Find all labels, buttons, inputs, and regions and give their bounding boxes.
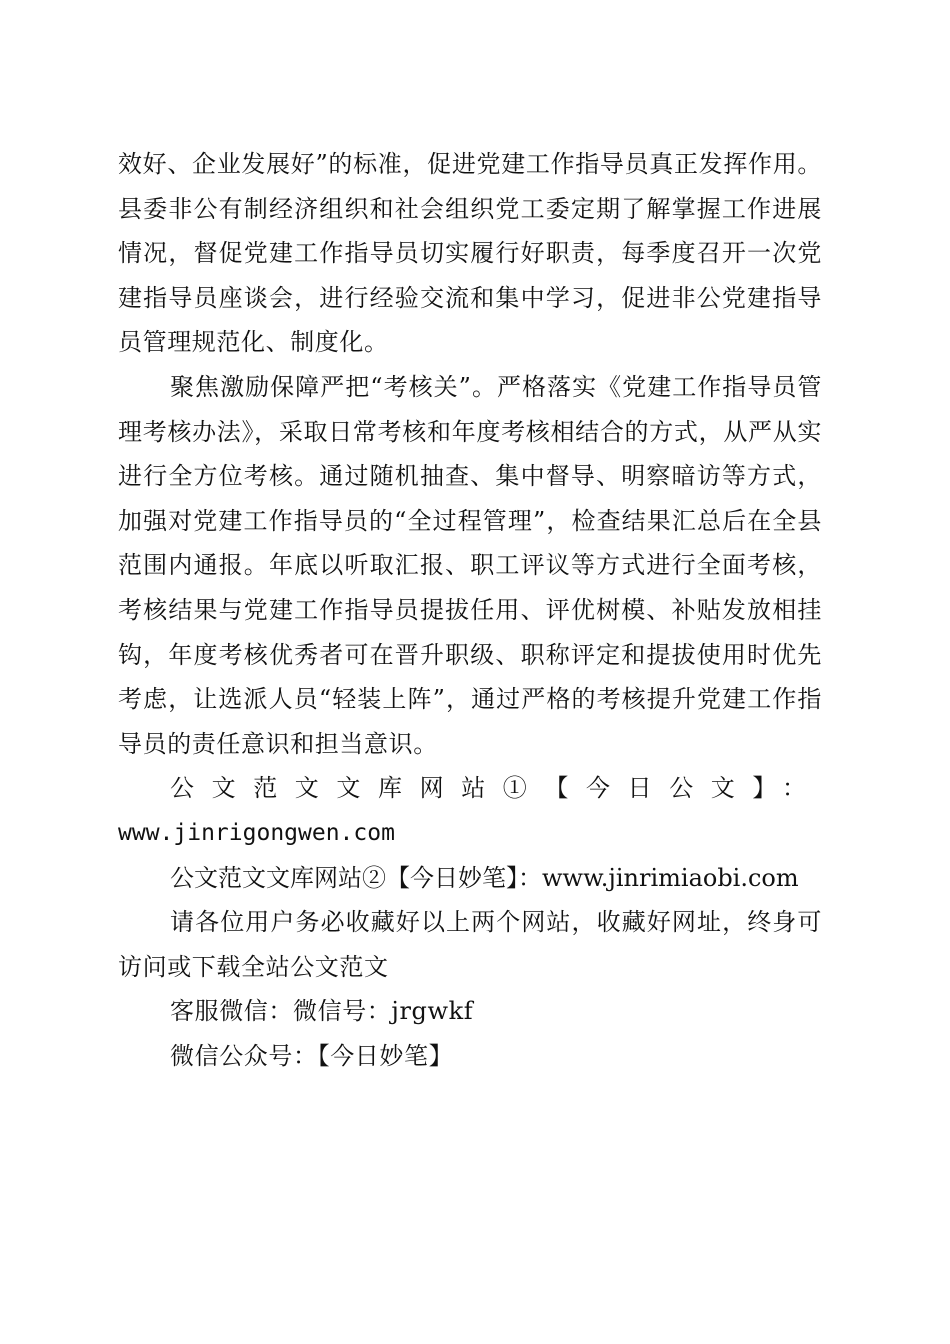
site1-url[interactable]: www.jinrigongwen.com — [118, 819, 395, 846]
wechat-service: 客服微信：微信号：jrgwkf — [170, 997, 474, 1026]
site1-label: 公文范文文库网站①【今日公文】： — [170, 774, 822, 803]
body-paragraph-2: 聚焦激励保障严把“考核关”。严格落实《党建工作指导员管理考核办法》，采取日常考核和年度考核相结合的方式，从严从实进行全方位考核。通过随机抽查、集中督导、明察暗访等方式，加强对党建工作指导员的“全过程管理”，检查结果汇总后在全县范围内通报。年底以听取汇报、职工评议等方式进行全面考核，考核结果与党建工作指导员提拔任用、评优树模、补贴发放相挂钩，年度考核优秀者可在晋升职级、职称评定和提拔使用时优先考虑，让选派人员“轻装上阵”，通过严格的考核提升党建工作指导员的责任意识和担当意识。 — [118, 372, 822, 758]
site2-line[interactable]: 公文范文文库网站②【今日妙笔】：www.jinrimiaobi.com — [170, 863, 799, 892]
wechat-public: 微信公众号：【今日妙笔】 — [170, 1041, 454, 1070]
notice-paragraph: 请各位用户务必收藏好以上两个网站，收藏好网址，终身可访问或下载全站公文范文 — [118, 908, 822, 981]
document-page — [118, 142, 822, 1078]
body-paragraph-1: 效好、企业发展好”的标准，促进党建工作指导员真正发挥作用。县委非公有制经济组织和社会组织党工委定期了解掌握工作进展情况，督促党建工作指导员切实履行好职责，每季度召开一次党建指导员座谈会，进行经验交流和集中学习，促进非公党建指导员管理规范化、制度化。 — [118, 150, 822, 357]
